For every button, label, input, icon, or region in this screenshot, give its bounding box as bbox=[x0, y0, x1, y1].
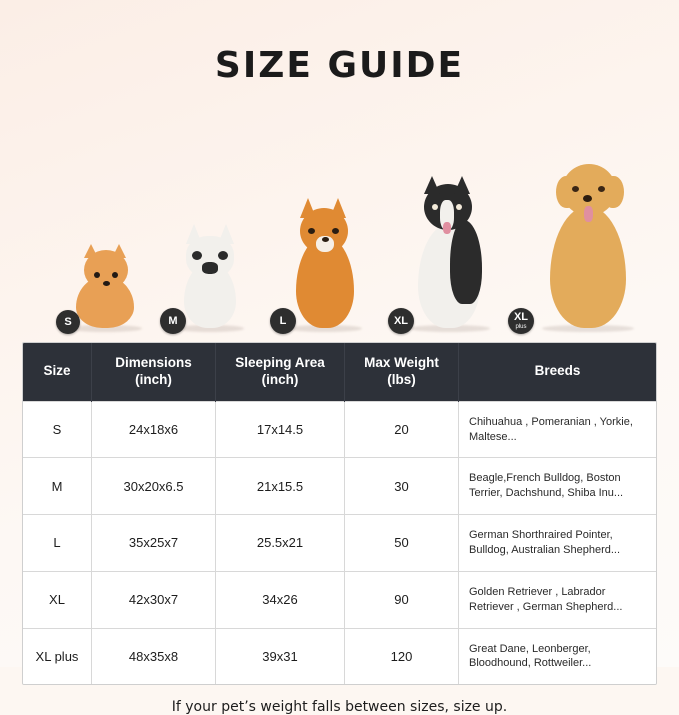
dog-muzzle bbox=[202, 262, 218, 274]
cell-breeds: Great Dane, Leonberger, Bloodhound, Rottweiler... bbox=[459, 628, 657, 684]
cell-dimensions: 42x30x7 bbox=[92, 571, 216, 628]
dog-ear-left bbox=[556, 176, 576, 208]
cell-sleeping-area: 17x14.5 bbox=[216, 401, 345, 458]
size-table-element bbox=[23, 343, 656, 684]
cell-max-weight: 20 bbox=[345, 401, 459, 458]
dog-ear-left bbox=[186, 224, 202, 244]
table-header-breeds bbox=[459, 343, 657, 401]
dog-image-large bbox=[278, 186, 370, 334]
dog-tongue bbox=[584, 206, 593, 222]
dog-eye-left bbox=[572, 186, 579, 192]
header-line-1: Breeds bbox=[534, 363, 581, 379]
cell-breeds: Golden Retriever , Labrador Retriever , German Shepherd... bbox=[459, 571, 657, 628]
size-badge-s bbox=[56, 310, 80, 334]
cell-breeds: Chihuahua , Pomeranian , Yorkie, Maltese... bbox=[459, 401, 657, 458]
size-badge-xl bbox=[388, 308, 414, 334]
table-row bbox=[23, 628, 656, 684]
dog-eye-right bbox=[598, 186, 605, 192]
footnote-text: If your pet’s weight falls between sizes, size up. bbox=[171, 699, 508, 715]
cell-sleeping-area: 25.5x21 bbox=[216, 515, 345, 572]
dog-image-medium bbox=[168, 216, 250, 334]
dog-ear-left bbox=[84, 244, 98, 258]
size-badge-l bbox=[270, 308, 296, 334]
cell-sleeping-area: 34x26 bbox=[216, 571, 345, 628]
header-line-1: Sleeping Area bbox=[235, 355, 325, 370]
size-badge-label: L bbox=[279, 314, 287, 327]
table-header-row bbox=[23, 343, 656, 401]
cell-max-weight: 50 bbox=[345, 515, 459, 572]
size-badge-label: XL bbox=[513, 311, 529, 323]
header-line-1: Size bbox=[43, 363, 71, 379]
size-badge-label: S bbox=[64, 315, 72, 328]
table-row bbox=[23, 401, 656, 458]
dog-ear-right bbox=[604, 176, 624, 208]
table-header-sleeping-area bbox=[216, 343, 345, 401]
cell-max-weight: 30 bbox=[345, 458, 459, 515]
page-title: SIZE GUIDE bbox=[214, 45, 465, 86]
table-header-size bbox=[23, 343, 92, 401]
dog-eye-right bbox=[218, 251, 228, 260]
dog-image-xlarge-plus bbox=[513, 144, 644, 334]
size-badge-xl-plus bbox=[508, 308, 534, 334]
cell-dimensions: 48x35x8 bbox=[92, 628, 216, 684]
size-badge-m bbox=[160, 308, 186, 334]
dog-nose bbox=[583, 195, 592, 202]
cell-size: L bbox=[23, 515, 92, 572]
cell-breeds: German Shorthraired Pointer, Bulldog, Australian Shepherd... bbox=[459, 515, 657, 572]
dog-eye-left bbox=[192, 251, 202, 260]
dog-eye-right bbox=[112, 272, 118, 278]
cell-max-weight: 120 bbox=[345, 628, 459, 684]
table-header-max-weight bbox=[345, 343, 459, 401]
table-row bbox=[23, 571, 656, 628]
cell-max-weight: 90 bbox=[345, 571, 459, 628]
header-line-1: Max Weight bbox=[364, 355, 439, 370]
dog-body bbox=[550, 206, 626, 328]
dog-illustrations bbox=[0, 104, 679, 334]
table-header-dimensions bbox=[92, 343, 216, 401]
table-row bbox=[23, 515, 656, 572]
header-line-2: (lbs) bbox=[387, 371, 416, 387]
cell-breeds: Beagle,French Bulldog, Boston Terrier, Dachshund, Shiba Inu... bbox=[459, 458, 657, 515]
dog-ear-right bbox=[454, 176, 470, 194]
dog-ear-left bbox=[424, 176, 440, 194]
cell-size: S bbox=[23, 401, 92, 458]
dog-image-small bbox=[62, 234, 148, 334]
size-badge-label: XL bbox=[393, 314, 409, 327]
cell-dimensions: 30x20x6.5 bbox=[92, 458, 216, 515]
dog-tongue bbox=[443, 222, 451, 234]
cell-dimensions: 24x18x6 bbox=[92, 401, 216, 458]
dog-ear-right bbox=[330, 198, 346, 218]
dog-ear-right bbox=[112, 244, 126, 258]
cell-size: M bbox=[23, 458, 92, 515]
table-row bbox=[23, 458, 656, 515]
dog-image-xlarge bbox=[393, 164, 498, 334]
cell-dimensions: 35x25x7 bbox=[92, 515, 216, 572]
dog-ear-right bbox=[218, 224, 234, 244]
cell-size: XL bbox=[23, 571, 92, 628]
dog-body-markings bbox=[450, 220, 482, 304]
cell-sleeping-area: 21x15.5 bbox=[216, 458, 345, 515]
header-line-1: Dimensions bbox=[115, 355, 192, 370]
dog-ear-left bbox=[300, 198, 316, 218]
header-line-2: (inch) bbox=[135, 371, 172, 387]
header-line-2: (inch) bbox=[261, 371, 299, 387]
size-badge-label: M bbox=[168, 314, 178, 327]
dog-nose bbox=[103, 281, 110, 286]
cell-sleeping-area: 39x31 bbox=[216, 628, 345, 684]
dog-eye-left bbox=[94, 272, 100, 278]
cell-size: XL plus bbox=[23, 628, 92, 684]
dog-eye-right bbox=[332, 228, 339, 234]
table-body bbox=[23, 401, 656, 684]
dog-eye-left bbox=[308, 228, 315, 234]
size-badge-sublabel: plus bbox=[515, 324, 527, 330]
dog-nose bbox=[322, 237, 329, 242]
table-header bbox=[23, 343, 656, 401]
dog-eye-left bbox=[432, 204, 438, 210]
dog-eye-right bbox=[456, 204, 462, 210]
size-table bbox=[22, 342, 657, 685]
